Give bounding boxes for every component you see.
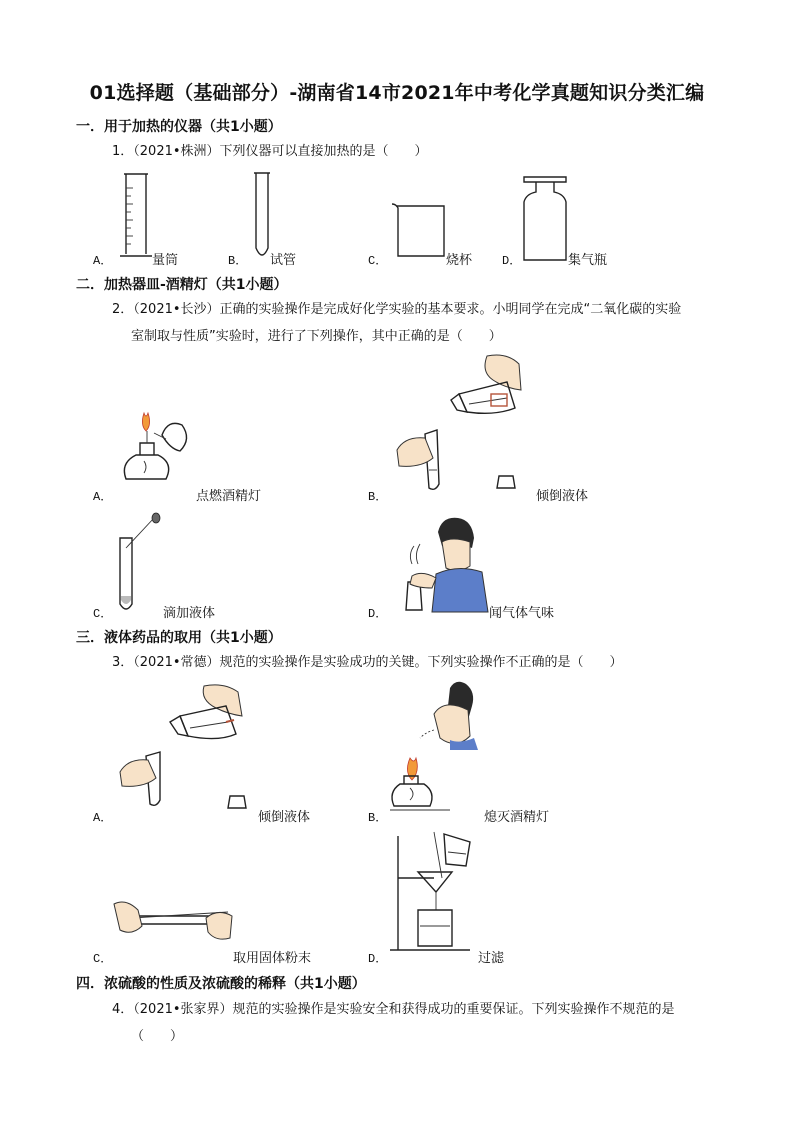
section-heading-3: 三．液体药品的取用（共1小题） [76,630,282,646]
section-heading-1: 一．用于加热的仪器（共1小题） [76,119,282,135]
q1-option-b-letter: B． [228,254,248,268]
q1-option-d-letter: D． [502,254,522,268]
blowing-out-lamp-icon [390,680,490,810]
q3-option-b-caption: 熄灭酒精灯 [484,810,550,825]
question-4-answer-blank: （ ） [131,1029,184,1044]
q3-option-c-caption: 取用固体粉末 [233,951,312,966]
section-heading-2: 二．加热器皿-酒精灯（共1小题） [76,277,288,293]
q1-option-c-caption: 烧杯 [446,253,473,268]
q1-option-b-caption: 试管 [270,253,297,268]
question-1: 1．（2021•株洲）下列仪器可以直接加热的是（ ） [112,144,428,159]
q2-option-d-letter: D． [368,607,388,621]
q1-option-d-caption: 集气瓶 [568,253,608,268]
q1-option-a-caption: 量筒 [152,253,179,268]
section-heading-4: 四．浓硫酸的性质及浓硫酸的稀释（共1小题） [76,976,366,992]
dropping-liquid-icon [116,512,166,612]
question-2-line-1: 2．（2021•长沙）正确的实验操作是完成好化学实验的基本要求。小明同学在完成“二氧化碳的实验 [112,302,682,317]
taking-powder-icon [112,892,237,954]
pouring-liquid-icon [120,680,255,810]
question-4: 4．（2021•张家界）规范的实验操作是实验安全和获得成功的重要保证。下列实验操作不规范的是 [112,1002,675,1017]
q3-option-a-letter: A． [93,811,113,825]
question-3: 3．（2021•常德）规范的实验操作是实验成功的关键。下列实验操作不正确的是（ ） [112,655,623,670]
q3-option-d-caption: 过滤 [478,951,505,966]
smelling-gas-icon [398,512,490,616]
q2-option-c-letter: C． [93,607,113,621]
q3-option-b-letter: B． [368,811,388,825]
q2-option-d-caption: 闻气体气味 [489,606,555,621]
beaker-icon [390,200,450,262]
q2-option-a-letter: A． [93,490,113,504]
lighting-alcohol-lamp-icon [118,405,198,491]
q1-option-c-letter: C． [368,254,388,268]
page-title: 01选择题（基础部分）-湖南省14市2021年中考化学真题知识分类汇编 [89,82,705,104]
question-2-line-2: 室制取与性质”实验时，进行了下列操作，其中正确的是（ ） [131,329,502,344]
q2-option-b-letter: B． [368,490,388,504]
q2-option-c-caption: 滴加液体 [163,606,216,621]
q3-option-d-letter: D． [368,952,388,966]
q3-option-a-caption: 倾倒液体 [258,810,311,825]
q3-option-c-letter: C． [93,952,113,966]
q2-option-b-caption: 倾倒液体 [536,489,589,504]
q1-option-a-letter: A． [93,254,113,268]
gas-bottle-icon [520,174,572,264]
pouring-liquid-icon [395,350,525,496]
q2-option-a-caption: 点燃酒精灯 [196,489,262,504]
filtration-icon [390,830,482,955]
